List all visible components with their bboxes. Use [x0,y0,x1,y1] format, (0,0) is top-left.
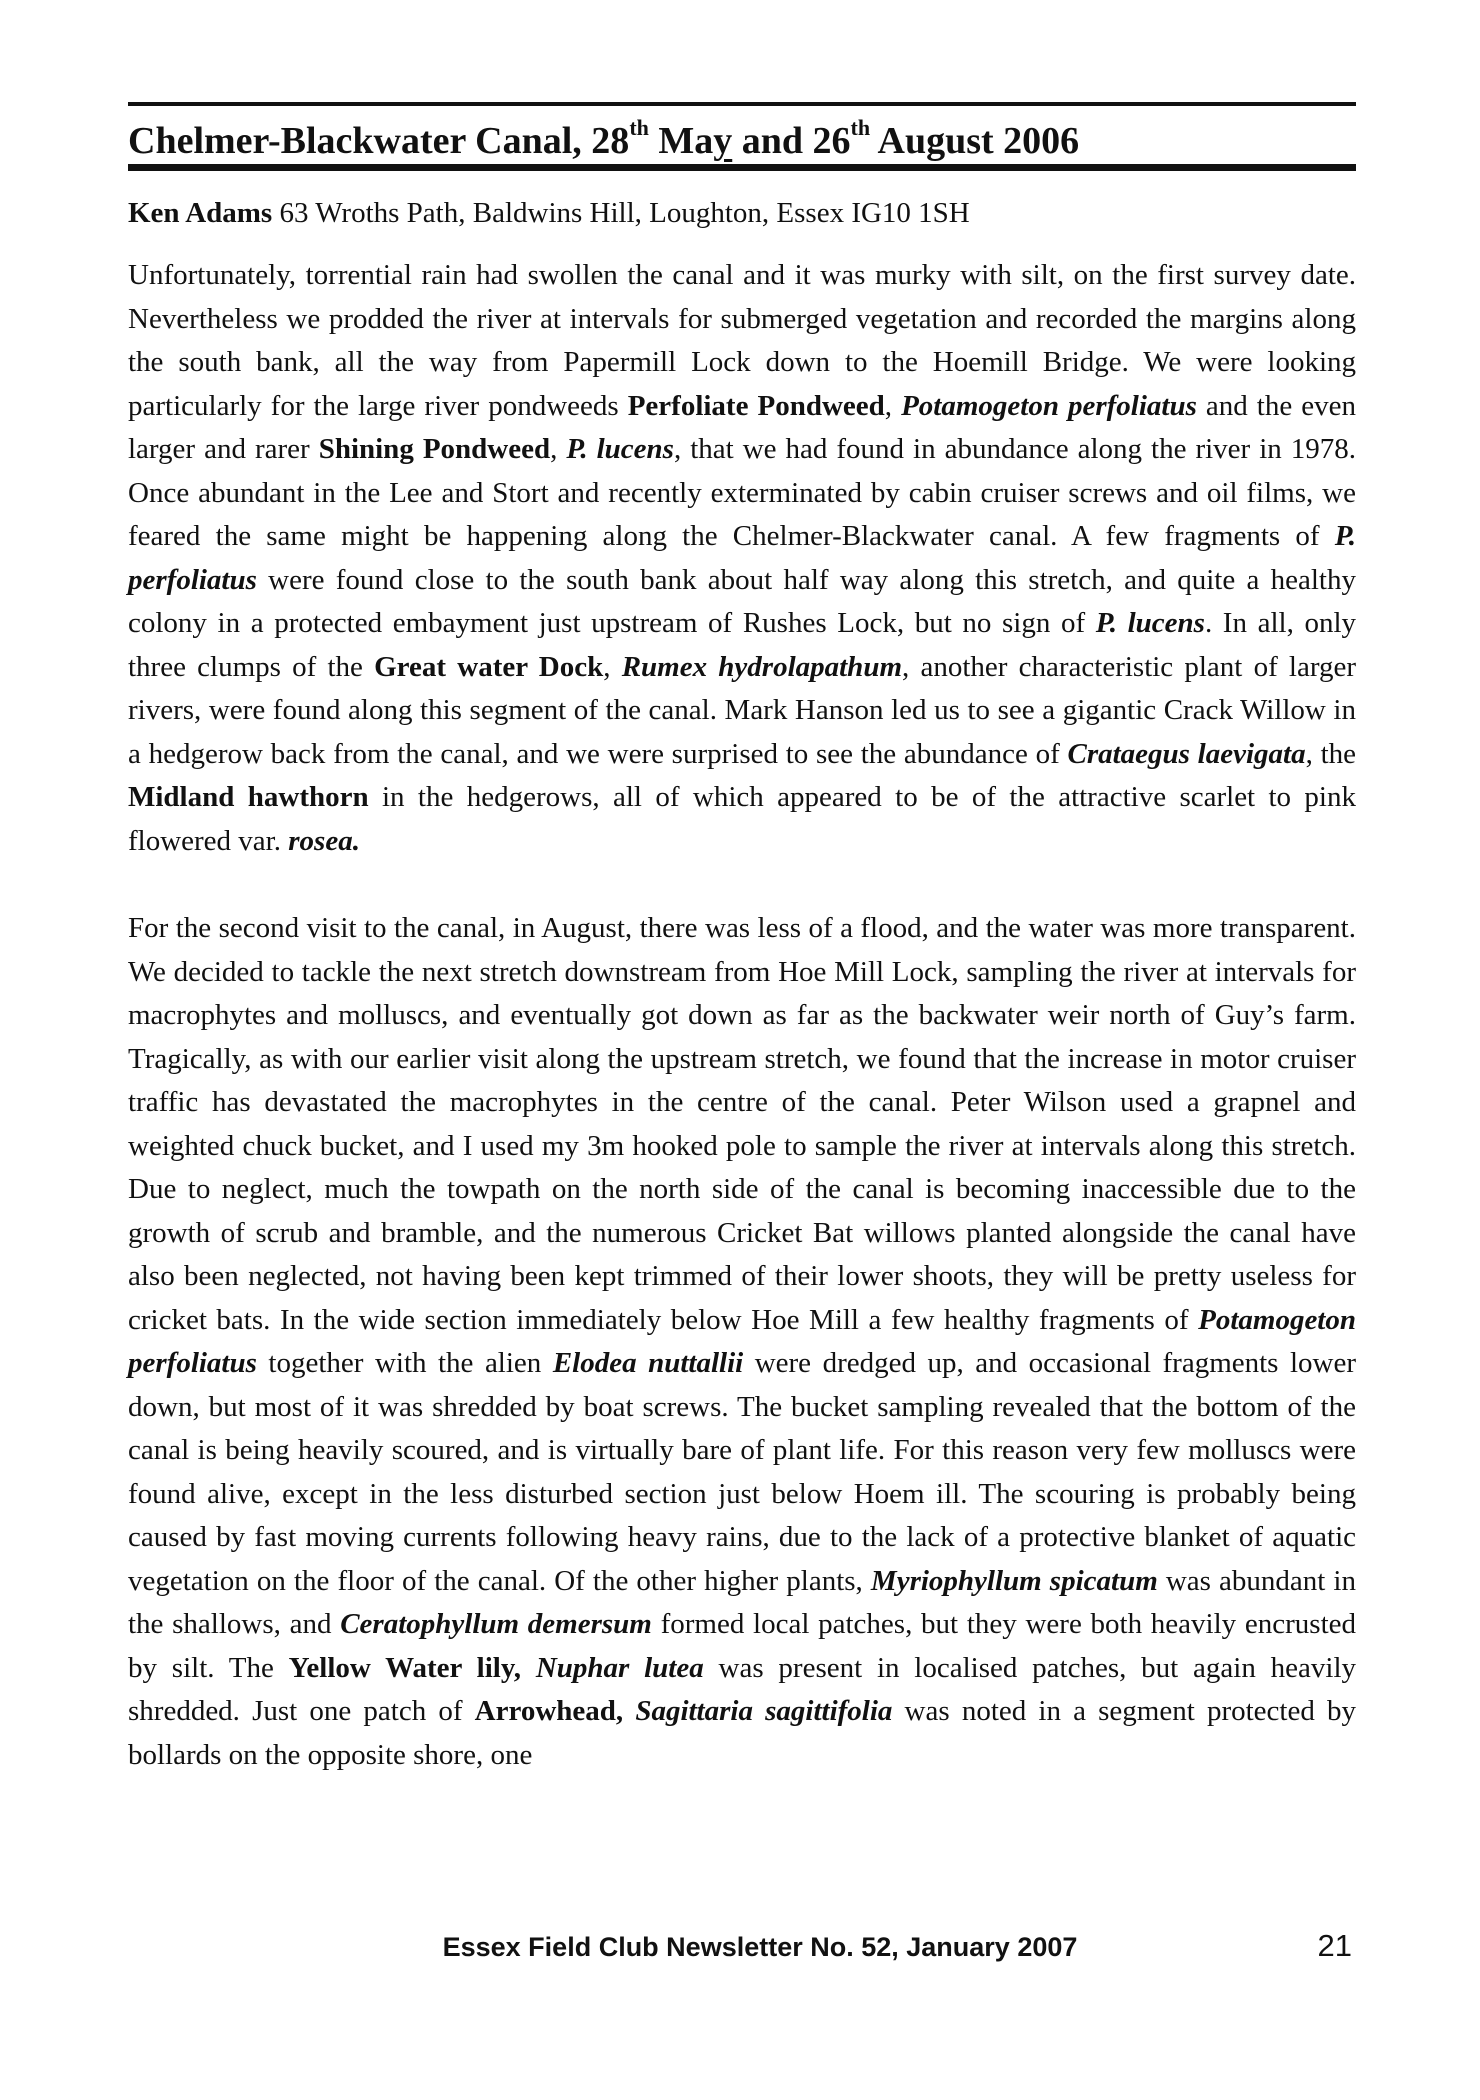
text-run: in the hedgerows, all of which appeared to be of the attractive scarlet to pink flowered var. [128,781,1356,857]
species-name: Ceratophyllum demersum [340,1608,652,1640]
species-name: Crataegus laevigata [1067,737,1306,770]
title-mid: Ma [648,120,714,162]
text-run: Unfortunately, torrential rain had swollen the canal and it was murky with silt, on the first survey date. Nevertheless we prodded the river at intervals for submerged vegetation and recorded the margins along the south bank, all the way from Papermill Lock down to the Hoemill Bridge. We were looking particularly for the large river pondweeds [128,259,1356,422]
text-run: For the second visit to the canal, in August, there was less of a flood, and the water was more transparent. We decided to tackle the next stretch downstream from Hoe Mill Lock, sampling the river at intervals for macrophytes and molluscs, and eventually got down as far as the backwater weir north of Guy’s farm. Tragically, as with our earlier visit along the upstream stretch, we found that the increase in motor cruiser traffic has devastated the macrophytes in the centre of the canal. Peter Wilson used a grapnel and weighted chuck bucket, and I used my 3m hooked pole to sample the river at intervals along this stretch. Due to neglect, much the towpath on the north side of the canal is becoming inaccessible due to the growth of scrub and bramble, and the numerous Cricket Bat willows planted alongside the canal have also been neglected, not having been kept trimmed of their lower shoots, they will be pretty useless for cricket bats. In the wide section immediately below Hoe Mill a few healthy fragments of [128,912,1356,1336]
author-name: Ken Adams [128,197,273,229]
species-name: P. perfoliatus [128,520,1356,596]
text-run: . In all, only three clumps of the [128,607,1356,683]
title-top-rule [128,102,1356,106]
species-name: Rumex hydrolapathum [621,650,903,683]
text-run: were dredged up, and occasional fragments lower down, but most of it was shredded by boat screws. The bucket sampling revealed that the bottom of the canal is being heavily scoured, and is virtually bare of plant life. For this reason very few molluscs were found alive, except in the less disturbed section just below Hoem ill. The scouring is probably being caused by fast moving currents following heavy rains, due to the lack of a protective blanket of aquatic vegetation on the floor of the canal. Of the other higher plants, [128,1347,1356,1597]
species-name: P. lucens [1095,607,1205,639]
text-run: , another characteristic plant of larger rivers, were found along this segment of the canal. Mark Hanson led us to see a gigantic Crack Willow in a hedgerow back from the canal, and we were surprised to see the abundance of [128,650,1357,770]
text-run [623,1695,635,1727]
bold-term: Shining Pondweed [318,433,551,465]
author-address: 63 Wroths Path, Baldwins Hill, Loughton, Essex IG10 1SH [272,197,970,229]
text-run: formed local patches, but they were both heavily encrusted by silt. The [128,1608,1356,1684]
species-name: rosea. [288,824,360,857]
text-run: , [550,433,567,465]
text-run [521,1652,536,1684]
text-run: and the even larger and rarer [128,389,1356,465]
bold-term: Perfoliate Pondweed [627,389,885,422]
title-lead: Chelmer-Blackwater Canal, 28 [128,120,630,162]
text-run: were found close to the south bank about half way along this stretch, and quite a healthy colony in a protected embayment just upstream of Rushes Lock, but no sign of [128,563,1356,639]
author-byline [128,194,1356,232]
species-name: Elodea nuttallii [552,1347,744,1379]
text-run: was present in localised patches, but again heavily shredded. Just one patch of [128,1651,1356,1727]
text-run: , [603,650,622,683]
paragraph [128,907,1356,1777]
species-name: Nuphar lutea [535,1651,704,1684]
title-end-a: Au [870,120,927,162]
article-body [128,254,1356,1777]
species-name: Sagittaria sagittifolia [635,1695,893,1727]
title-ordinal-1: th [629,115,649,141]
text-run: , the [1305,737,1356,770]
title-ordinal-2: th [850,115,871,141]
species-name: Potamogeton perfoliatus [128,1303,1356,1379]
bold-term: Arrowhead, [474,1695,624,1727]
bold-term: Midland hawthorn [128,781,369,813]
bold-term: Yellow Water lily, [288,1651,521,1684]
title-bottom-rule [128,164,1356,171]
text-run: together with the alien [256,1347,553,1379]
species-name: Myriophyllum spicatum [870,1564,1158,1597]
text-run: , [884,389,902,422]
text-run: , that we had found in abundance along the river in 1978. Once abundant in the Lee and Stort and recently exterminated by cabin cruiser screws and oil films, we feared the same might be happening along the Chelmer-Blackwater canal. A few fragments of [128,433,1357,552]
paragraph [128,254,1356,863]
title-mid-underlined: y [713,120,733,162]
species-name: P. lucens [566,433,674,465]
title-end-b: ust 2006 [945,120,1080,162]
species-name: Potamogeton perfoliatus [901,389,1197,422]
article-title [128,115,1356,164]
bold-term: Great water Dock [374,650,604,683]
footer-publication: Essex Field Club Newsletter No. 52, January 2007 [442,1932,1078,1962]
title-end-underlined: g [926,120,946,162]
text-run: was abundant in the shallows, and [128,1564,1356,1640]
text-run: was noted in a segment protected by bollards on the opposite shore, one [128,1695,1356,1771]
title-after-first: and 26 [732,120,851,162]
page-number: 21 [1317,1928,1352,1963]
